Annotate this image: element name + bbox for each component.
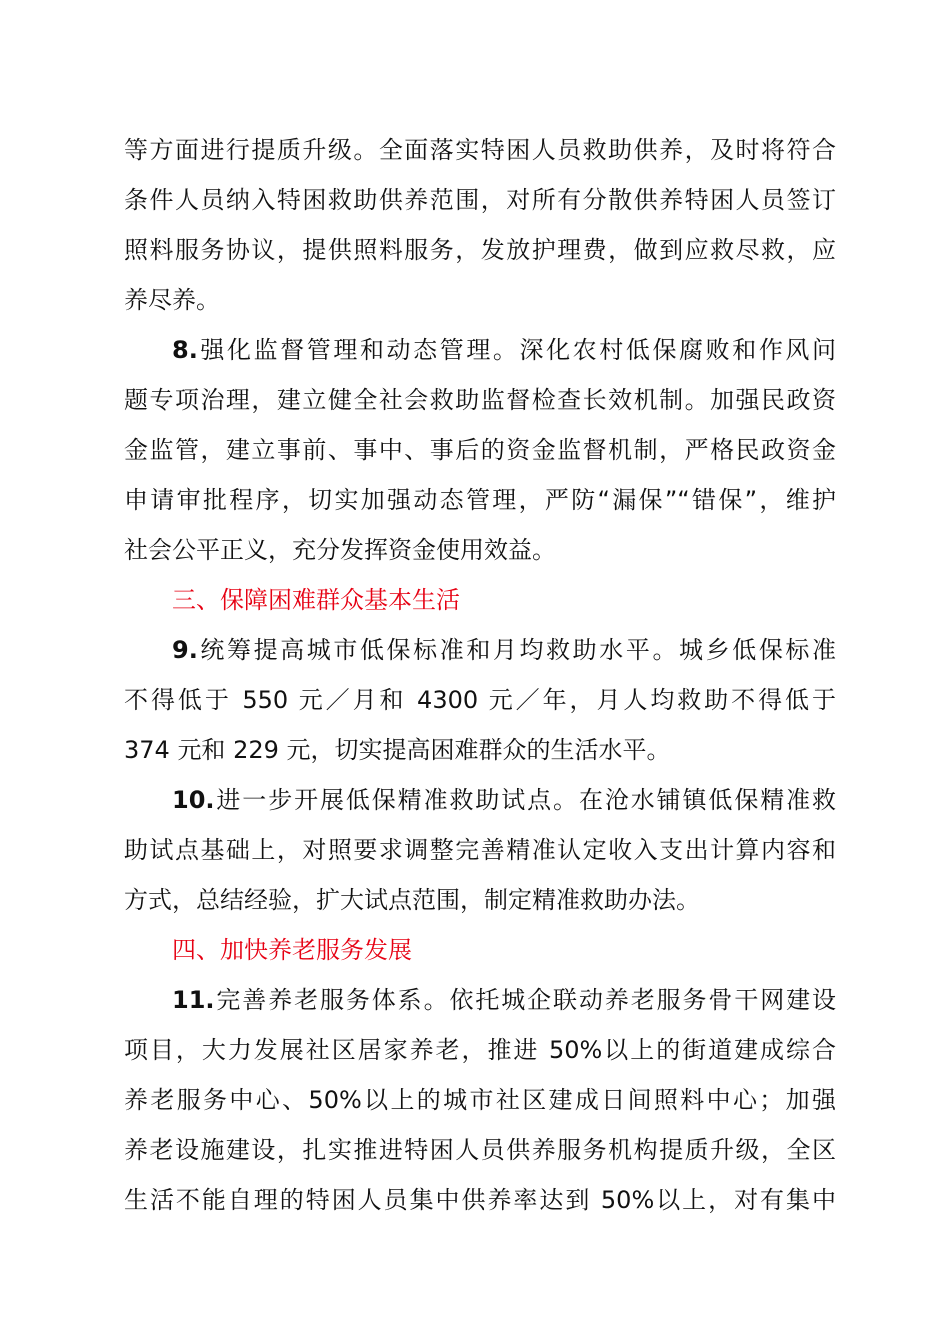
item-8-text: 强化监督管理和动态管理。深化农村低保腐败和作风问 — [197, 336, 836, 364]
section-heading-4: 四、加快养老服务发展 — [172, 936, 412, 964]
section-heading-3: 三、保障困难群众基本生活 — [172, 586, 460, 614]
item-8-line-5: 社会公平正义，充分发挥资金使用效益。 — [124, 536, 556, 564]
item-11-line-2: 项目，大力发展社区居家养老，推进 50%以上的街道建成综合 — [124, 1036, 836, 1064]
item-8-number: 8. — [172, 336, 198, 364]
paragraph-1-line-3: 照料服务协议，提供照料服务，发放护理费，做到应救尽救，应 — [124, 236, 836, 264]
item-9-number: 9. — [172, 636, 198, 664]
item-10-line-3: 方式，总结经验，扩大试点范围，制定精准救助办法。 — [124, 886, 700, 914]
item-8-line-1 — [172, 334, 836, 366]
item-9-line-2: 不得低于 550 元／月和 4300 元／年，月人均救助不得低于 — [124, 686, 836, 714]
item-8-line-2: 题专项治理，建立健全社会救助监督检查长效机制。加强民政资 — [124, 386, 836, 414]
item-9-line-1 — [172, 634, 836, 666]
item-11-number: 11. — [172, 986, 215, 1014]
paragraph-1-line-1: 等方面进行提质升级。全面落实特困人员救助供养，及时将符合 — [124, 136, 836, 164]
item-10-number: 10. — [172, 786, 215, 814]
item-10-line-1 — [172, 784, 836, 816]
item-11-line-1 — [172, 984, 836, 1016]
item-9-text: 统筹提高城市低保标准和月均救助水平。城乡低保标准 — [197, 636, 836, 664]
item-11-line-5: 生活不能自理的特困人员集中供养率达到 50%以上，对有集中 — [124, 1186, 836, 1214]
item-8-line-3: 金监管，建立事前、事中、事后的资金监督机制，严格民政资金 — [124, 436, 836, 464]
item-10-text: 进一步开展低保精准救助试点。在沧水铺镇低保精准救 — [214, 786, 836, 814]
item-9-line-3: 374 元和 229 元，切实提高困难群众的生活水平。 — [124, 736, 671, 764]
item-11-text: 完善养老服务体系。依托城企联动养老服务骨干网建设 — [214, 986, 836, 1014]
paragraph-1-line-2: 条件人员纳入特困救助供养范围，对所有分散供养特困人员签订 — [124, 186, 836, 214]
paragraph-1-line-4: 养尽养。 — [124, 286, 220, 314]
item-10-line-2: 助试点基础上，对照要求调整完善精准认定收入支出计算内容和 — [124, 836, 836, 864]
item-11-line-4: 养老设施建设，扎实推进特困人员供养服务机构提质升级，全区 — [124, 1136, 836, 1164]
item-11-line-3: 养老服务中心、50%以上的城市社区建成日间照料中心；加强 — [124, 1086, 836, 1114]
item-8-line-4: 申请审批程序，切实加强动态管理，严防“漏保”“错保”，维护 — [124, 486, 836, 514]
